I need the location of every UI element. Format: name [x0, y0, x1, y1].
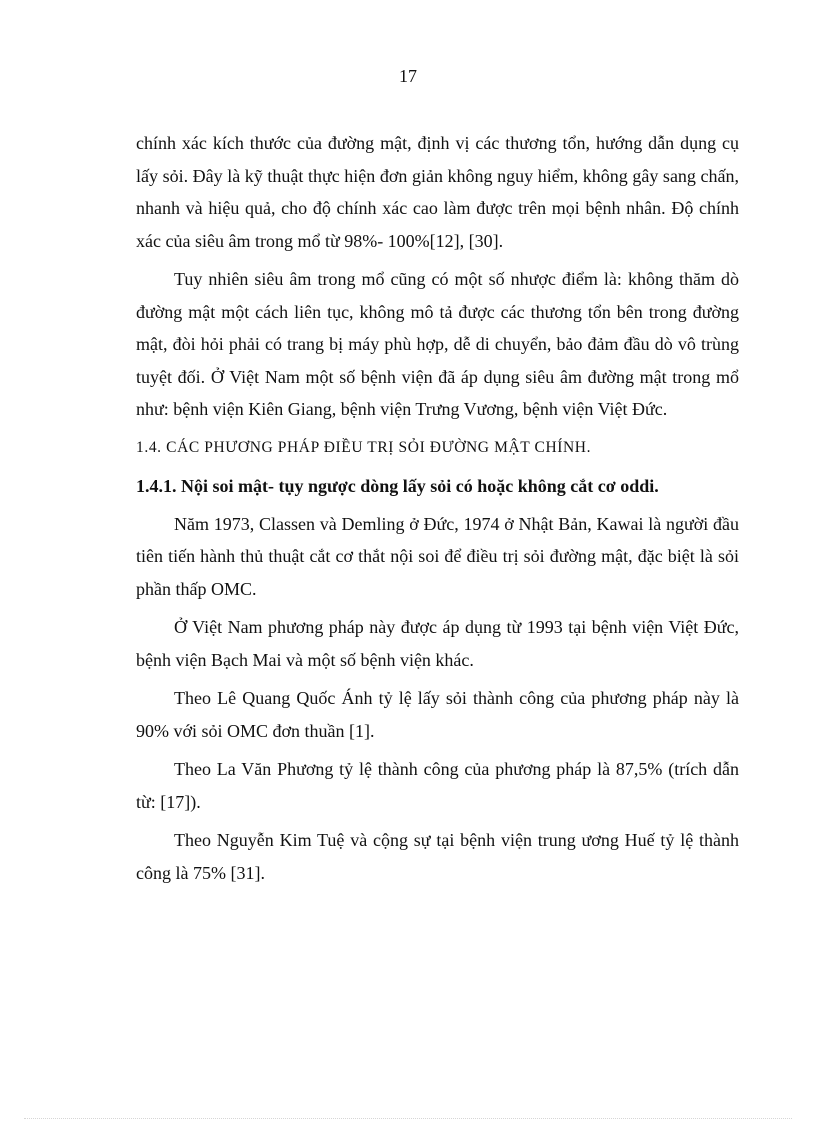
- paragraph-ultrasound-drawbacks: Tuy nhiên siêu âm trong mổ cũng có một số nhược điểm là: không thăm dò đường mật một cách liên tục, không mô tả được các thương tổn bên trong đường mật, đòi hỏi phải có trang bị máy phù hợp, dễ di chuyển, bảo đảm đầu dò vô trùng tuyệt đối. Ở Việt Nam một số bệnh viện đã áp dụng siêu âm đường mật trong mổ như: bệnh viện Kiên Giang, bệnh viện Trưng Vương, bệnh viện Việt Đức.: [136, 269, 739, 419]
- section-heading-1-4: 1.4. CÁC PHƯƠNG PHÁP ĐIỀU TRỊ SỎI ĐƯỜNG MẬT CHÍNH.: [136, 438, 592, 456]
- paragraph-la-van-phuong: Theo La Văn Phương tỷ lệ thành công của phương pháp là 87,5% (trích dẫn từ: [17]).: [136, 759, 739, 812]
- page-bottom-divider: [24, 1118, 792, 1119]
- page-number: 17: [399, 66, 417, 86]
- paragraph-vietnam-adoption: Ở Việt Nam phương pháp này được áp dụng từ 1993 tại bệnh viện Việt Đức, bệnh viện Bạch Mai và một số bệnh viện khác.: [136, 617, 739, 670]
- subsection-heading-1-4-1: 1.4.1. Nội soi mật- tụy ngược dòng lấy sỏi có hoặc không cắt cơ oddi.: [136, 475, 659, 496]
- document-body: [136, 127, 739, 895]
- paragraph-nguyen-kim-tue: Theo Nguyễn Kim Tuệ và cộng sự tại bệnh viện trung ương Huế tỷ lệ thành công là 75% [31].: [136, 830, 739, 883]
- paragraph-le-quang-quoc-anh: Theo Lê Quang Quốc Ánh tỷ lệ lấy sỏi thành công của phương pháp này là 90% với sỏi OMC đơn thuần [1].: [136, 688, 739, 741]
- paragraph-ultrasound-accuracy: chính xác kích thước của đường mật, định vị các thương tổn, hướng dẫn dụng cụ lấy sỏi. Đây là kỹ thuật thực hiện đơn giản không nguy hiểm, không gây sang chấn, nhanh và hiệu quả, cho độ chính xác cao làm được trên mọi bệnh nhân. Độ chính xác của siêu âm trong mổ từ 98%- 100%[12], [30].: [136, 133, 739, 251]
- paragraph-history: Năm 1973, Classen và Demling ở Đức, 1974 ở Nhật Bản, Kawai là người đầu tiên tiến hành thủ thuật cắt cơ thắt nội soi để điều trị sỏi đường mật, đặc biệt là sỏi phần thấp OMC.: [136, 513, 739, 599]
